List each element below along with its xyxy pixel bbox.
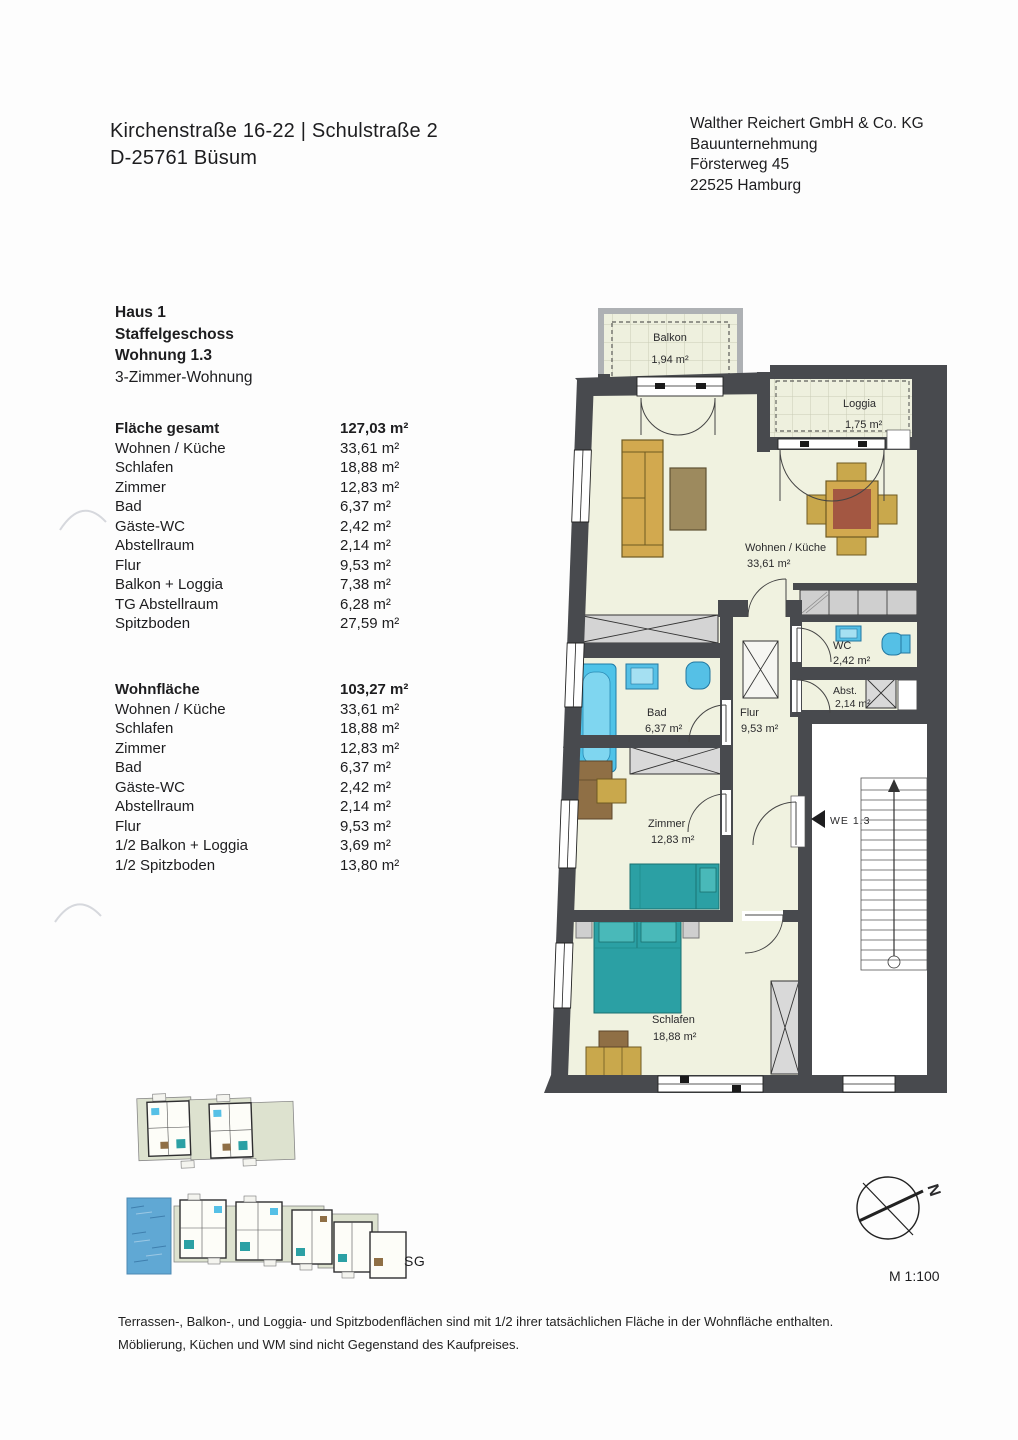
site-plan-upper [130,1086,300,1178]
wardrobe [630,747,721,774]
table-row: 1/2 Spitzboden 13,80 m² [115,856,400,874]
room-area: 1,75 m² [845,419,883,431]
table-row: Zimmer 12,83 m² [115,478,400,496]
footer-notes [118,1310,833,1356]
room-area: 9,53 m² [741,723,779,735]
site-plan-label: SG [404,1253,426,1269]
table-header-row: Fläche gesamt 127,03 m² [115,420,409,437]
scale-label: M 1:100 [889,1268,940,1284]
wc-toilet [882,633,910,655]
footer-line2: Möblierung, Küchen und WM sind nicht Gegenstand des Kaufpreises. [118,1337,520,1352]
table-row: Schlafen 18,88 m² [115,459,400,476]
table-row: Bad 6,37 m² [115,498,391,515]
kitchen-counter-right [800,590,917,615]
site-plan-lower [122,1192,422,1282]
room-area: 6,37 m² [645,723,683,735]
staircase [861,778,927,970]
room-label: Wohnen / Küche [745,542,827,554]
tall-wardrobe [771,981,799,1074]
company-city: 22525 Hamburg [690,176,802,194]
hall-wardrobe [743,641,778,698]
area-table-living [115,680,445,875]
company-type: Bauunternehmung [690,135,818,153]
unit-type: 3-Zimmer-Wohnung [115,368,253,386]
company-name: Walther Reichert GmbH & Co. KG [690,115,924,132]
room-area: 1,94 m² [651,354,689,366]
address-line1: Kirchenstraße 16-22 | Schulstraße 2 [110,120,438,142]
room-label: Loggia [843,398,877,410]
scan-artifacts [0,0,130,1000]
floorplan-drawing [540,295,1000,1110]
north-label: N [923,1182,944,1199]
water-area [127,1198,171,1274]
table-header-row: Wohnfläche 103,27 m² [115,681,409,698]
table-row: Wohnen / Küche 33,61 m² [115,700,400,718]
room-area: 2,42 m² [833,655,871,667]
room-label: Zimmer [648,818,686,830]
company-block [690,114,924,196]
table-row: Balkon + Loggia 7,38 m² [115,576,391,593]
unit-apartment: Wohnung 1.3 [115,347,213,364]
room-label: WC [833,640,852,652]
room-area: 12,83 m² [651,834,695,846]
table-row: 1/2 Balkon + Loggia 3,69 m² [115,837,391,854]
table-row: Abstellraum 2,14 m² [115,537,391,554]
table-row: Flur 9,53 m² [115,817,391,835]
unit-info [115,302,253,388]
coffee-table [670,468,706,530]
bath-toilet [686,662,710,689]
table-row: Gäste-WC 2,42 m² [115,778,391,796]
room-label: Bad [647,707,667,719]
shaft [898,680,917,710]
room-label: Balkon [653,332,687,344]
table-row: Gäste-WC 2,42 m² [115,517,391,535]
kitchen-counter-left [578,615,718,643]
table-row: Flur 9,53 m² [115,556,391,574]
table-row: Zimmer 12,83 m² [115,739,400,757]
table-row: Schlafen 18,88 m² [115,720,400,737]
company-street: Försterweg 45 [690,156,790,173]
loggia [770,377,917,437]
table-row: Bad 6,37 m² [115,759,391,776]
property-address [110,118,438,172]
room-area: 33,61 m² [747,558,791,570]
table-row: Abstellraum 2,14 m² [115,798,391,815]
nightstand-left [576,921,592,938]
bath-sink [626,664,658,689]
sofa [622,440,663,557]
table-row: Wohnen / Küche 33,61 m² [115,439,400,457]
room-label: Abst. [833,685,857,697]
nightstand-right [683,921,699,938]
room-label: Schlafen [652,1014,695,1026]
single-bed [630,864,719,909]
footer-line1: Terrassen-, Balkon-, und Loggia- und Spitzbodenflächen sind mit 1/2 ihrer tatsächlichen Fläche in der Wohnfläche enthalten. [118,1314,834,1329]
area-table-total [115,419,445,634]
north-compass [845,1165,960,1257]
room-label: Flur [740,707,759,719]
unit-house: Haus 1 [115,304,166,321]
double-bed [594,919,681,1013]
room-area: 18,88 m² [653,1031,697,1043]
table-row: Spitzboden 27,59 m² [115,615,400,632]
unit-floor: Staffelgeschoss [115,325,234,343]
table-row: TG Abstellraum 6,28 m² [115,595,391,613]
room-area: 2,14 m² [835,698,871,710]
address-line2: D-25761 Büsum [110,147,258,169]
site-unit [180,1200,406,1278]
north-needle-icon [859,1191,923,1221]
entry-label: WE 1.3 [830,815,871,827]
wc-sink [836,626,861,641]
